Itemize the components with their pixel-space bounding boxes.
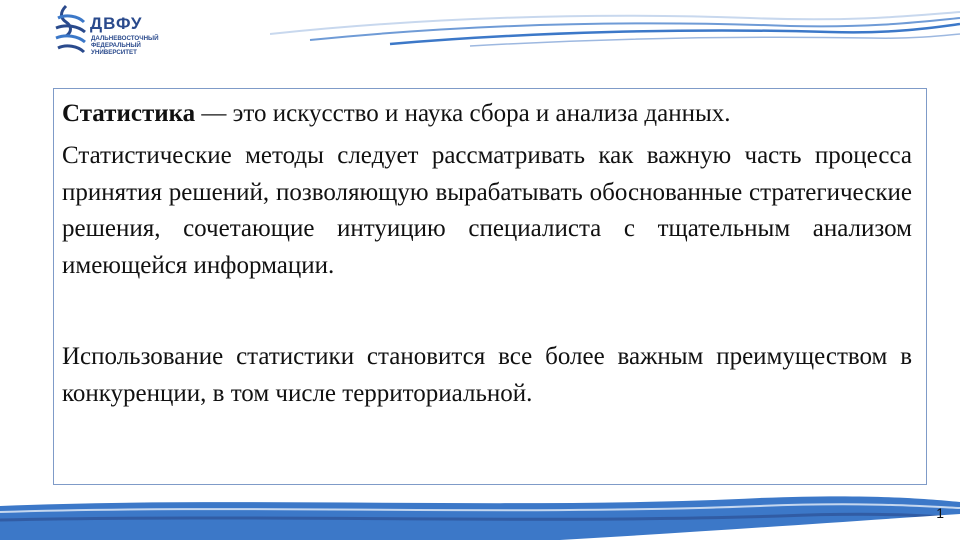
- header-wave-decoration: [270, 8, 960, 48]
- defined-term: Статистика: [62, 100, 196, 127]
- logo-name: ДВФУ: [90, 14, 143, 33]
- dvfu-logo: [52, 4, 162, 64]
- methods-paragraph: Статистические методы следует рассматривать как важную часть процесса принятия решений, позволяющую вырабатывать обоснованные стратегические решения, сочетающие интуицию специалиста с тщательным анализом имеющейся информации.: [62, 142, 912, 279]
- definition-text: — это искусство и наука сбора и анализа данных.: [195, 100, 731, 127]
- definition-paragraph: [62, 96, 912, 133]
- dvfu-emblem-icon: [52, 4, 88, 60]
- usage-paragraph: Использование статистики становится все более важным преимуществом в конкуренции, в том числе территориальной.: [62, 343, 912, 407]
- page-number: 1: [936, 505, 944, 521]
- logo-subtitle: ДАЛЬНЕВОСТОЧНЫЙ ФЕДЕРАЛЬНЫЙ УНИВЕРСИТЕТ: [91, 35, 159, 57]
- footer-wave-band: [0, 492, 960, 540]
